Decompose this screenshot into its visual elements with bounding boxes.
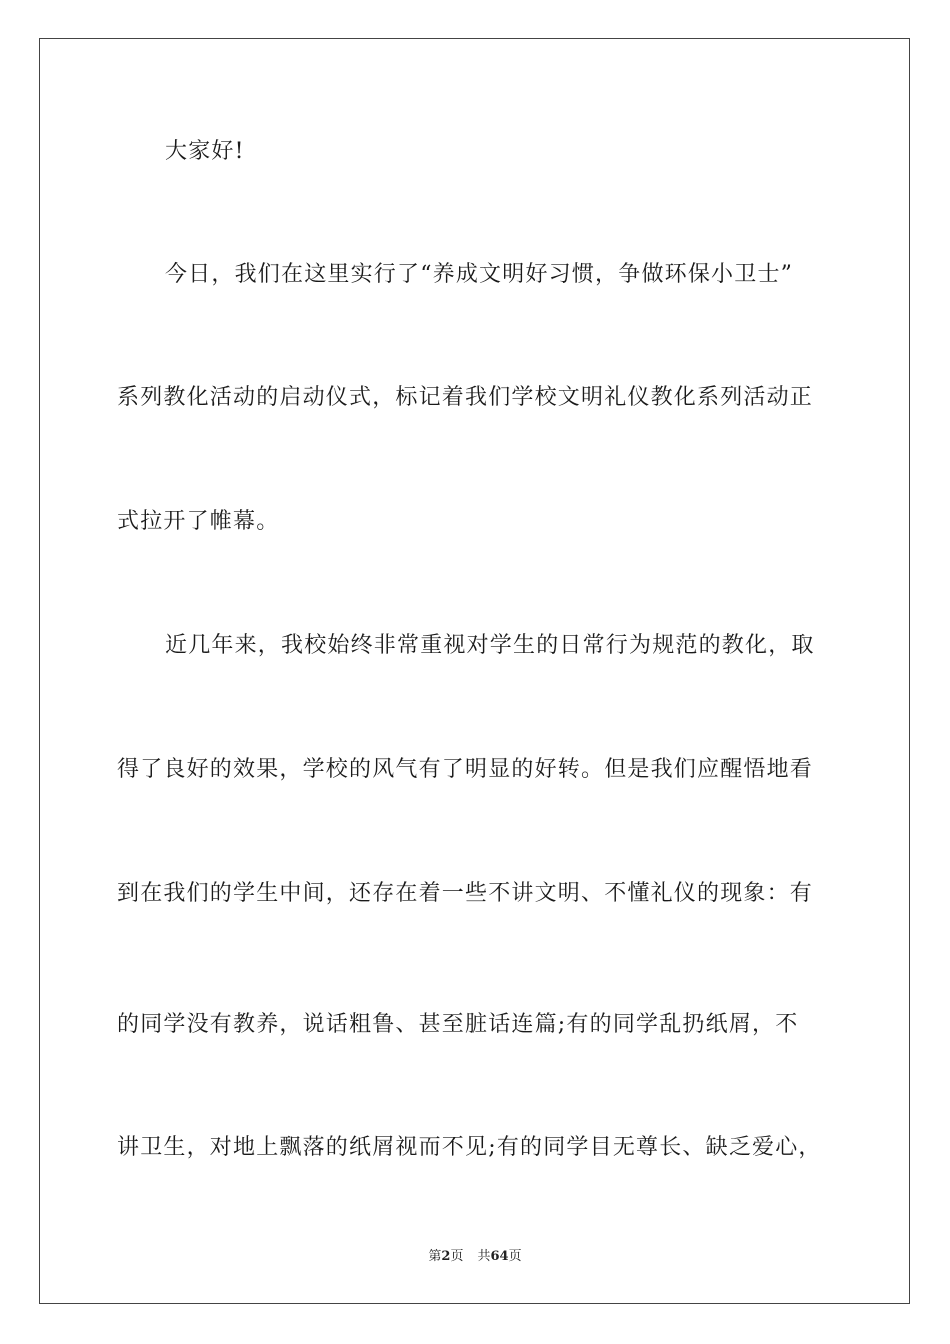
paragraph-line: 今日，我们在这里实行了“养成文明好习惯，争做环保小卫士” xyxy=(165,262,794,287)
total-suffix: 页 xyxy=(508,1249,522,1264)
paragraph-line: 得了良好的效果，学校的风气有了明显的好转。但是我们应醒悟地看 xyxy=(117,757,814,782)
total-prefix: 共 xyxy=(477,1249,491,1264)
paragraph-line: 的同学没有教养，说话粗鲁、甚至脏话连篇;有的同学乱扔纸屑，不 xyxy=(117,1012,799,1037)
paragraph-line: 式拉开了帷幕。 xyxy=(117,509,280,534)
paragraph-line: 到在我们的学生中间，还存在着一些不讲文明、不懂礼仪的现象：有 xyxy=(117,881,814,906)
page-suffix: 页 xyxy=(450,1249,464,1264)
page-frame xyxy=(39,38,910,1304)
paragraph-line: 讲卫生，对地上飘落的纸屑视而不见;有的同学目无尊长、缺乏爱心， xyxy=(117,1135,822,1160)
greeting-line: 大家好! xyxy=(165,139,245,164)
page-prefix: 第 xyxy=(428,1249,442,1264)
paragraph-line: 近几年来，我校始终非常重视对学生的日常行为规范的教化，取 xyxy=(165,633,815,658)
paragraph-line: 系列教化活动的启动仪式，标记着我们学校文明礼仪教化系列活动正 xyxy=(117,385,814,410)
page-footer xyxy=(0,1248,950,1266)
total-pages: 64 xyxy=(490,1249,509,1264)
page-number: 2 xyxy=(441,1249,451,1264)
